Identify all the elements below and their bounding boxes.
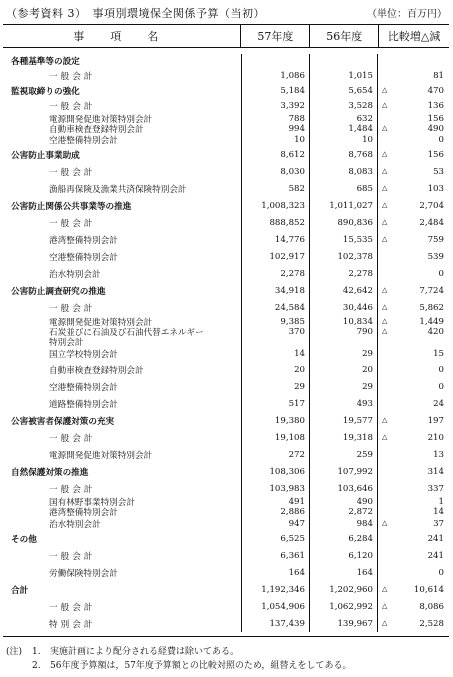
row-change-value: 241 (427, 550, 444, 561)
table-row (3, 146, 449, 163)
row-change-value: 103 (427, 183, 444, 194)
row-fy57-value: 3,392 (241, 98, 309, 114)
row-item-label: 公害被害者保護対策の充実 (11, 416, 115, 427)
row-item-label: 特別会計 (49, 338, 84, 347)
row-fy57-value: 14,776 (241, 231, 309, 248)
decrease-marker: △ (382, 85, 388, 94)
row-fy57-value: 103,983 (241, 480, 309, 497)
row-change-value: 2,484 (419, 217, 444, 228)
row-fy57-value: 8,030 (241, 163, 309, 180)
column-header-fy56: 56年度 (309, 25, 378, 47)
table-row (3, 446, 449, 463)
row-fy56-value: 102,378 (309, 248, 377, 265)
footnote-1 (6, 645, 352, 659)
footnote-text: 56年度予算額は，57年度予算額との比較対照のため，組替えをしてある。 (50, 661, 352, 671)
row-item-label: 一般会計 (49, 602, 96, 613)
budget-table (3, 24, 449, 637)
table-row (3, 517, 449, 530)
row-fy57-value: 582 (241, 180, 309, 197)
row-change-value: 210 (427, 432, 444, 443)
column-header-item: 事項名 (73, 30, 185, 43)
row-item-label: 自動車検査登録特別会計 (49, 365, 144, 376)
row-item-label: 一般会計 (49, 551, 96, 562)
row-item-label: 一般会計 (49, 484, 96, 495)
row-fy56-value: 6,120 (309, 547, 377, 564)
row-fy56-value: 10,834 (309, 316, 377, 327)
table-row (3, 327, 449, 337)
row-change-cell (377, 429, 447, 446)
row-item-label: 電源開発促進対策特別会計 (49, 450, 153, 461)
table-row (3, 54, 449, 68)
row-change-cell (377, 68, 447, 83)
table-row (3, 163, 449, 180)
row-change-value: 136 (427, 101, 444, 111)
row-change-cell (377, 299, 447, 316)
row-change-cell (377, 530, 447, 547)
footnote-2 (6, 659, 352, 673)
row-fy57-value: 517 (241, 395, 309, 412)
row-fy56-value: 29 (309, 347, 377, 361)
column-header-fy57: 57年度 (240, 25, 309, 47)
row-change-value: 314 (427, 466, 444, 477)
row-change-cell (377, 615, 447, 632)
table-row (3, 480, 449, 497)
row-change-cell (377, 395, 447, 412)
row-fy56-value: 493 (309, 395, 377, 412)
row-change-cell (377, 282, 447, 299)
row-change-cell (377, 497, 447, 507)
decrease-marker: △ (382, 124, 388, 132)
row-change-value: 14 (433, 507, 444, 517)
table-row (3, 395, 449, 412)
row-change-cell (377, 581, 447, 598)
row-fy56-value: 19,577 (309, 412, 377, 429)
row-item-label: 一般会計 (49, 102, 96, 112)
row-fy57-value: 491 (241, 497, 309, 507)
row-fy57-value: 137,439 (241, 615, 309, 632)
table-header (3, 25, 449, 48)
row-change-value: 5,862 (419, 302, 444, 313)
row-fy56-value: 139,967 (309, 615, 377, 632)
decrease-marker: △ (382, 316, 388, 325)
row-item-label: 一般会計 (49, 167, 96, 178)
row-item-label: 一般会計 (49, 303, 96, 314)
row-change-value: 156 (427, 149, 444, 160)
decrease-marker: △ (382, 149, 388, 158)
row-fy56-value (309, 54, 377, 68)
row-change-cell (377, 337, 447, 347)
row-fy56-value: 1,062,992 (309, 598, 377, 615)
table-row (3, 316, 449, 327)
row-fy56-value: 490 (309, 497, 377, 507)
row-change-cell (377, 347, 447, 361)
row-fy56-value: 8,083 (309, 163, 377, 180)
table-row (3, 248, 449, 265)
decrease-marker: △ (382, 415, 388, 424)
table-row (3, 429, 449, 446)
row-item-label: 治水特別会計 (49, 519, 101, 530)
footnote-number: 1. (32, 647, 41, 657)
row-item-label: 国有林野事業特別会計 (49, 498, 135, 507)
row-fy56-value: 632 (309, 114, 377, 124)
table-row (3, 180, 449, 197)
table-row (3, 68, 449, 83)
row-item-label: 治水特別会計 (49, 269, 101, 280)
row-change-value: 7,724 (419, 285, 444, 296)
row-item-label: 各種基準等の設定 (11, 57, 80, 67)
row-change-value: 2,528 (419, 618, 444, 629)
row-fy56-value: 1,015 (309, 68, 377, 83)
row-fy56-value: 10 (309, 134, 377, 146)
table-row (3, 547, 449, 564)
row-item-label: 公害防止関係公共事業等の推進 (11, 201, 132, 212)
table-row (3, 282, 449, 299)
table-row (3, 507, 449, 517)
decrease-marker: △ (382, 327, 388, 335)
row-fy57-value: 1,086 (241, 68, 309, 83)
row-change-cell (377, 265, 447, 282)
row-fy57-value: 8,612 (241, 146, 309, 163)
row-fy57-value: 272 (241, 446, 309, 463)
row-change-cell (377, 180, 447, 197)
row-change-value: 2,704 (419, 200, 444, 211)
row-fy56-value: 29 (309, 378, 377, 395)
table-row (3, 265, 449, 282)
footnote-label: (注) (6, 647, 23, 657)
row-fy57-value: 9,385 (241, 316, 309, 327)
row-fy57-value: 14 (241, 347, 309, 361)
row-change-cell (377, 83, 447, 98)
table-row (3, 124, 449, 134)
table-row (3, 98, 449, 114)
row-change-value: 1,449 (419, 316, 444, 327)
row-fy56-value: 8,768 (309, 146, 377, 163)
row-fy57-value: 34,918 (241, 282, 309, 299)
footnotes (6, 645, 352, 673)
row-change-cell (377, 114, 447, 124)
row-fy57-value: 19,380 (241, 412, 309, 429)
row-change-cell (377, 507, 447, 517)
decrease-marker: △ (382, 285, 388, 294)
row-fy57-value: 994 (241, 124, 309, 134)
row-fy57-value: 108,306 (241, 463, 309, 480)
row-item-label: 空港整備特別会計 (49, 252, 118, 263)
row-fy57-value: 788 (241, 114, 309, 124)
row-item-label: 電源開発促進対策特別会計 (49, 317, 153, 327)
row-fy57-value: 370 (241, 327, 309, 337)
row-item-label: 一般会計 (49, 218, 96, 229)
row-change-value: 10,614 (413, 584, 444, 595)
table-row (3, 299, 449, 316)
row-change-value: 156 (427, 114, 444, 124)
row-item-label: 特別会計 (49, 619, 96, 630)
row-change-value: 759 (427, 234, 444, 245)
row-fy57-value: 1,192,346 (241, 581, 309, 598)
table-row (3, 361, 449, 378)
row-change-value: 24 (433, 398, 444, 409)
row-change-cell (377, 327, 447, 337)
row-fy56-value: 1,484 (309, 124, 377, 134)
row-fy57-value: 29 (241, 378, 309, 395)
row-change-cell (377, 480, 447, 497)
table-row (3, 134, 449, 146)
row-item-label: その他 (11, 534, 37, 545)
decrease-marker: △ (382, 518, 388, 527)
table-row (3, 598, 449, 615)
row-item-label: 電源開発促進対策特別会計 (49, 115, 153, 124)
row-fy56-value: 685 (309, 180, 377, 197)
document-title: （参考資料 3） 事項別環境保全関係予算（当初） (6, 7, 265, 20)
row-fy56-value: 20 (309, 361, 377, 378)
row-item-label: 監視取締りの強化 (11, 86, 80, 97)
row-change-value: 37 (433, 518, 444, 529)
row-fy56-value: 107,992 (309, 463, 377, 480)
row-item-label: 自然保護対策の推進 (11, 467, 89, 478)
row-fy57-value: 2,278 (241, 265, 309, 282)
row-item-label: 港湾整備特別会計 (49, 235, 118, 246)
table-row (3, 114, 449, 124)
row-fy56-value: 2,278 (309, 265, 377, 282)
row-item-label: 一般会計 (49, 71, 96, 82)
row-fy57-value: 20 (241, 361, 309, 378)
row-item-label: 国立学校特別会計 (49, 350, 118, 360)
row-fy56-value: 890,836 (309, 214, 377, 231)
row-fy57-value: 5,184 (241, 83, 309, 98)
page-header (0, 0, 453, 24)
row-change-cell (377, 517, 447, 530)
table-row (3, 615, 449, 632)
table-row (3, 581, 449, 598)
table-row (3, 412, 449, 429)
row-change-cell (377, 163, 447, 180)
row-change-value: 420 (427, 327, 444, 337)
decrease-marker: △ (382, 618, 388, 627)
row-change-cell (377, 446, 447, 463)
row-item-label: 公害防止事業助成 (11, 150, 80, 161)
row-change-value: 13 (433, 449, 444, 460)
table-row (3, 378, 449, 395)
table-row (3, 347, 449, 361)
decrease-marker: △ (382, 584, 388, 593)
row-change-cell (377, 547, 447, 564)
row-change-value: 490 (427, 124, 444, 134)
row-change-cell (377, 146, 447, 163)
row-change-value: 0 (438, 381, 444, 392)
row-change-cell (377, 316, 447, 327)
row-item-label: 一般会計 (49, 433, 96, 444)
decrease-marker: △ (382, 200, 388, 209)
decrease-marker: △ (382, 217, 388, 226)
row-fy57-value (241, 54, 309, 68)
row-fy57-value: 24,584 (241, 299, 309, 316)
row-change-value: 0 (438, 567, 444, 578)
decrease-marker: △ (382, 101, 388, 109)
row-fy56-value: 19,318 (309, 429, 377, 446)
row-item-label: 道路整備特別会計 (49, 399, 118, 410)
row-change-value: 197 (427, 415, 444, 426)
table-row (3, 497, 449, 507)
row-fy56-value: 164 (309, 564, 377, 581)
row-fy56-value: 984 (309, 517, 377, 530)
row-fy56-value: 15,535 (309, 231, 377, 248)
row-change-value: 470 (427, 85, 444, 96)
decrease-marker: △ (382, 432, 388, 441)
table-row (3, 564, 449, 581)
footnote-number: 2. (32, 661, 41, 671)
row-change-cell (377, 54, 447, 68)
row-fy57-value: 1,008,323 (241, 197, 309, 214)
row-change-cell (377, 598, 447, 615)
table-row (3, 337, 449, 347)
row-change-value: 0 (438, 364, 444, 375)
row-fy56-value: 3,528 (309, 98, 377, 114)
table-row (3, 231, 449, 248)
row-change-cell (377, 134, 447, 146)
row-item-label: 労働保険特別会計 (49, 568, 118, 579)
row-item-label: 公害防止調査研究の推進 (11, 286, 106, 297)
table-body (3, 48, 449, 636)
row-item-label: 空港整備特別会計 (49, 136, 118, 146)
row-item-label: 空港整備特別会計 (49, 382, 118, 393)
row-fy57-value: 164 (241, 564, 309, 581)
row-item-label: 漁船再保険及漁業共済保険特別会計 (49, 184, 187, 195)
decrease-marker: △ (382, 183, 388, 192)
row-change-value: 539 (427, 251, 444, 262)
row-fy56-value: 30,446 (309, 299, 377, 316)
row-change-cell (377, 463, 447, 480)
decrease-marker: △ (382, 166, 388, 175)
table-row (3, 530, 449, 547)
row-fy56-value: 5,654 (309, 83, 377, 98)
row-change-cell (377, 197, 447, 214)
row-change-cell (377, 564, 447, 581)
row-fy57-value: 2,886 (241, 507, 309, 517)
row-change-cell (377, 361, 447, 378)
row-fy56-value: 6,284 (309, 530, 377, 547)
row-change-cell (377, 124, 447, 134)
row-fy57-value: 19,108 (241, 429, 309, 446)
row-change-cell (377, 98, 447, 114)
row-change-value: 8,086 (419, 601, 444, 612)
row-change-cell (377, 214, 447, 231)
decrease-marker: △ (382, 234, 388, 243)
footnote-text: 実施計画により配分される経費は除いてある。 (50, 647, 240, 657)
row-change-cell (377, 378, 447, 395)
row-fy57-value: 6,525 (241, 530, 309, 547)
row-change-cell (377, 412, 447, 429)
row-fy56-value (309, 337, 377, 347)
row-fy57-value (241, 337, 309, 347)
row-fy56-value: 1,202,960 (309, 581, 377, 598)
row-item-label: 港湾整備特別会計 (49, 508, 118, 517)
row-fy56-value: 103,646 (309, 480, 377, 497)
row-change-value: 337 (427, 483, 444, 494)
row-fy57-value: 947 (241, 517, 309, 530)
row-fy57-value: 6,361 (241, 547, 309, 564)
row-change-value: 0 (438, 268, 444, 279)
row-fy57-value: 10 (241, 134, 309, 146)
row-change-value: 53 (433, 166, 444, 177)
table-row (3, 463, 449, 480)
decrease-marker: △ (382, 601, 388, 610)
row-fy56-value: 2,872 (309, 507, 377, 517)
row-change-value: 241 (427, 533, 444, 544)
row-fy56-value: 1,011,027 (309, 197, 377, 214)
row-item-label: 合計 (11, 585, 29, 596)
row-fy57-value: 1,054,906 (241, 598, 309, 615)
table-row (3, 197, 449, 214)
row-change-value: 0 (438, 135, 444, 145)
row-item-label: 自動車検査登録特別会計 (49, 125, 144, 134)
row-change-cell (377, 248, 447, 265)
row-fy56-value: 259 (309, 446, 377, 463)
table-row (3, 83, 449, 98)
column-header-change: 比較増△減 (378, 25, 449, 47)
row-change-value: 1 (438, 497, 444, 507)
unit-label: （単位：百万円） (367, 9, 447, 20)
row-fy57-value: 888,852 (241, 214, 309, 231)
row-fy57-value: 102,917 (241, 248, 309, 265)
row-change-value: 81 (433, 70, 444, 81)
decrease-marker: △ (382, 302, 388, 311)
row-change-value: 15 (433, 349, 444, 359)
row-change-cell (377, 231, 447, 248)
row-item-label: 石炭並びに石油及び石油代替エネルギー (49, 328, 204, 337)
row-fy56-value: 790 (309, 327, 377, 337)
table-row (3, 214, 449, 231)
row-fy56-value: 42,642 (309, 282, 377, 299)
